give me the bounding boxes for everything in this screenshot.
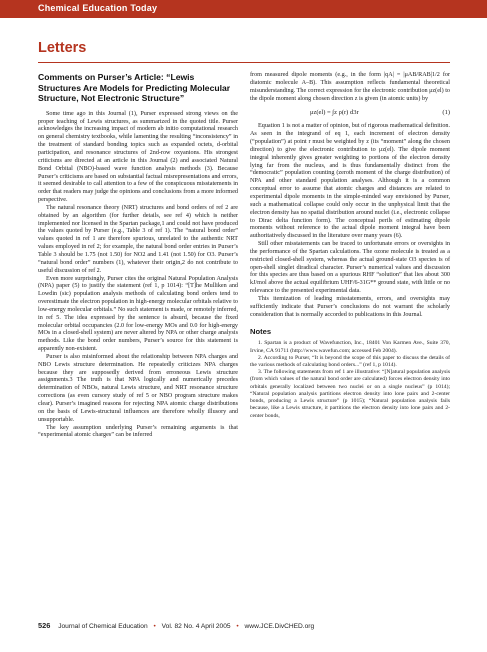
- right-column: [250, 72, 450, 420]
- note-item: 3. The following statements from ref 1 are illustrative: “[N]atural population analysis (from which values of the natural bond order are calculated) forces electron density into orbitals generally localized between two nuclei or on a single nucleus” (p 1014); “Natural population analysis partitions electron density into lone pairs and 2-center bonds, producing a Lewis structure” (p 1015); “Natural population analysis fails because, like a Lewis structure, it partitions the electron density into lone pairs and 2-center bonds,: [250, 369, 450, 419]
- issue-info: Vol. 82 No. 4 April 2005: [161, 623, 231, 630]
- page-number: 526: [38, 621, 51, 630]
- paragraph: Purser is also misinformed about the relationship between NPA charges and NBO Lewis structure determination. He repeatedly criticizes NPA charges because they are supposedly derived from erroneous Lewis structure assignments.3 The truth is that NPA logically and numerically precedes determination of NBOs, natural Lewis structure, and NRT resonance structure corrections (as even cursory study of ref 5 or NBO program structure makes clear). Purser’s imagined reasons for rejecting NPA atomic charge distributions on the basis of Lewis-structural influences are therefore wholly illusory and unsupportable.: [38, 353, 238, 423]
- section-divider: [38, 62, 450, 63]
- paragraph: The key assumption underlying Purser’s remaining arguments is that “experimental atomic charges” can be inferred: [38, 424, 238, 439]
- paragraph: This itemization of leading misstatements, errors, and oversights may sufficiently indicate that Purser’s conclusions do not warrant the scholarly consideration that is normally accorded to publications in this Journal.: [250, 295, 450, 318]
- paragraph: The natural resonance theory (NRT) structures and bond orders of ref 2 are obtained by an algorithm (for further details, see ref 4) which is neither implemented nor licensed in the Spartan package,1 and could not have produced the values quoted by Purser (e.g., Table 3 of ref 1). The “natural bond order” values quoted in ref 1 are therefore spurious, unrelated to the authentic NRT values employed in ref 2; for example, the natural bond order entries in Purser’s Table 3 should be 1.75 (not 1.50) for NO2 and 1.41 (not 1.50) for O3. Purser’s “natural bond order” numbers (1), whatever their origin,2 do not contribute to useful discussion of ref 2.: [38, 204, 238, 274]
- paragraph: from measured dipole moments (e.g., in the form |qA| = |μAB/RAB|1/2 for diatomic molecule A–B). This assumption reflects fundamental theoretical misunderstanding. The correct expression for the electronic contribution μz(el) to the dipole moment along chosen direction z is given (in atomic units) by: [250, 72, 450, 102]
- note-item: 1. Spartan is a product of Wavefunction, Inc., 18401 Von Karmen Ave., Suite 370, Irvine, CA 91711 (http://www.wavefun.com; accessed Feb 2004).: [250, 340, 450, 354]
- section-title: Letters: [38, 40, 87, 56]
- equation-number: (1): [442, 109, 450, 117]
- paragraph: Some time ago in this Journal (1), Purser expressed strong views on the proper teaching of Lewis structures, as summarized in the quoted title. Purser acknowledges the increasing impact of modern ab initio computational research on general chemistry textbooks, while lamenting the resulting “inconsistency” in the treatment of standard bonding topics such as expanded octets, d-orbital participation, and resonance structures of 2nd-row oxyanions. His strongest criticisms are directed at an article in this Journal (2) and associated Natural Bond Orbital (NBO)-based wave function analysis methods (3). Because Purser’s criticisms are based on substantial factual misrepresentations and errors, it seemed desirable to call attention to a few of the conspicuous misstatements in order that readers may judge the opinions and conclusions from a more informed perspective.: [38, 110, 238, 204]
- paragraph: Equation 1 is not a matter of opinion, but of rigorous mathematical definition. As seen in the integrand of eq 1, each increment of electron density (“population”) at point r must be weighted by z (its “moment” along the chosen direction) to give the electronic contribution to μz(el). The dipole moment integral inherently gives greater weighting to portions of the electron density lying far from the nucleus, and is thus fundamentally distinct from the “democratic” population counting (zeroth moment of the charge distribution) of NPA and other standard population analyses. Although it is a common conceptual error to assume that atomic charges and distances are related to experimental dipole moments in the simple-minded way envisioned by Purser, such a mathematical collapse could only occur in the unphysical limit that the electron density has no spatial distribution around nuclei (i.e., electronic collapse to Dirac delta function form). The conceptual perils of estimating dipole moments without reference to the actual dipole moment integral have been authoritatively discussed in the literature over many years (6).: [250, 123, 450, 240]
- section-label: Chemical Education Today: [38, 3, 158, 13]
- article-title: Comments on Purser’s Article: “Lewis Structures Are Models for Predicting Molecular Structure, Not Electronic Structure”: [38, 72, 231, 104]
- left-column: [38, 72, 238, 440]
- note-item: 2. According to Purser, “It is beyond the scope of this paper to discuss the details of the various methods of calculating bond orders...” (ref 1, p 1014).: [250, 354, 450, 369]
- equation-body: μz(el) = ∫z ρ(r) d3r: [310, 109, 359, 117]
- equation: [250, 105, 450, 121]
- separator-dot: •: [236, 623, 239, 630]
- paragraph: Even more surprisingly, Purser cites the original Natural Population Analysis (NPA) paper (5) to justify the statement (ref 1, p 1014): “[T]he Mulliken and Lowdin (sic) population analysis methods of calculating bond orders tend to overestimate the electron population in high-energy molecular orbitals relative to low-energy molecular orbitals.” No such statement is made, or remotely inferred, in ref 5. The idea expressed by the sentence is absurd, because the fixed molecular orbital occupancies (2.0 for low-energy MOs and 0.0 for high-energy MOs in a closed-shell system) are never altered by NPA or other charge analysis methods. Like the bond order numbers, Purser’s source for this statement is apparently non-existent.: [38, 275, 238, 353]
- journal-section-banner: [0, 0, 487, 18]
- notes-heading: Notes: [250, 327, 272, 337]
- journal-name: Journal of Chemical Education: [58, 623, 148, 630]
- separator-dot: •: [153, 623, 156, 630]
- journal-url: www.JCE.DivCHED.org: [244, 623, 315, 630]
- page-footer: [38, 621, 450, 630]
- paragraph: Still other misstatements can be traced to unfortunate errors or oversights in the performance of the Spartan calculations. The ozone molecule is treated as a restricted closed-shell system, whereas the actual ground-state O3 species is of open-shell singlet diradical character. Purser’s numerical values and discussion for this species are thus based on a spurious RHF “solution” that lies about 300 kJ/mol above the actual equilibrium UHF/6-31G** ground state, with little or no relevance to the presented experimental data.: [250, 241, 450, 295]
